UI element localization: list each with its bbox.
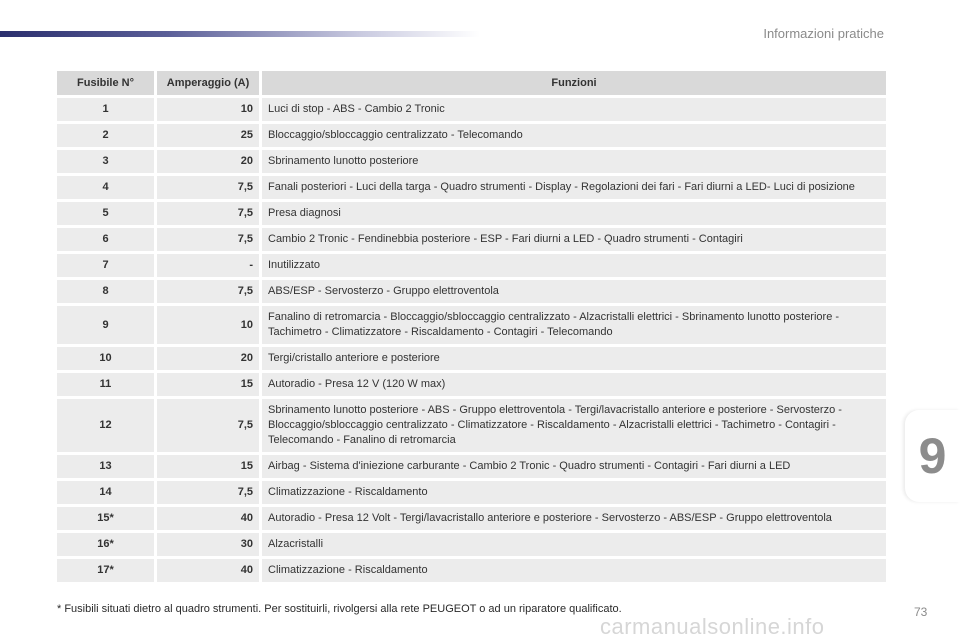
table-row [57, 98, 886, 121]
fuse-number-cell: 16* [57, 533, 157, 556]
amperage-cell: 20 [157, 150, 262, 173]
table-header-row [57, 71, 886, 95]
table-row [57, 306, 886, 344]
chapter-number: 9 [918, 428, 947, 484]
amperage-cell: 7,5 [157, 280, 262, 303]
fuse-number-cell: 4 [57, 176, 157, 199]
amperage-cell: 7,5 [157, 228, 262, 251]
functions-cell: Autoradio - Presa 12 Volt - Tergi/lavacristallo anteriore e posteriore - Servosterzo - ABS/ESP - Gruppo elettroventola [262, 507, 886, 530]
amperage-cell: 7,5 [157, 176, 262, 199]
fuse-number-cell: 3 [57, 150, 157, 173]
table-row [57, 455, 886, 478]
amperage-cell: 7,5 [157, 399, 262, 452]
fuse-number-cell: 13 [57, 455, 157, 478]
table-row [57, 228, 886, 251]
fuse-number-cell: 14 [57, 481, 157, 504]
table-row [57, 559, 886, 582]
amperage-cell: 40 [157, 507, 262, 530]
column-header-amperage: Amperaggio (A) [157, 71, 262, 95]
table-row [57, 533, 886, 556]
amperage-cell: 10 [157, 98, 262, 121]
table-row [57, 124, 886, 147]
column-header-functions: Funzioni [262, 71, 886, 95]
table-row [57, 399, 886, 452]
functions-cell: Cambio 2 Tronic - Fendinebbia posteriore - ESP - Fari diurni a LED - Quadro strumenti - Contagiri [262, 228, 886, 251]
fuse-number-cell: 5 [57, 202, 157, 225]
amperage-cell: - [157, 254, 262, 277]
functions-cell: Inutilizzato [262, 254, 886, 277]
functions-cell: Fanalino di retromarcia - Bloccaggio/sbloccaggio centralizzato - Alzacristalli elettrici - Sbrinamento lunotto posteriore - Tachimetro - Climatizzatore - Riscaldamento - Contagiri - Telecomando [262, 306, 886, 344]
amperage-cell: 10 [157, 306, 262, 344]
fuse-number-cell: 11 [57, 373, 157, 396]
amperage-cell: 30 [157, 533, 262, 556]
page-number: 73 [914, 605, 928, 619]
fuse-table [57, 68, 886, 585]
functions-cell: Bloccaggio/sbloccaggio centralizzato - Telecomando [262, 124, 886, 147]
table-row [57, 481, 886, 504]
fuse-number-cell: 1 [57, 98, 157, 121]
functions-cell: Sbrinamento lunotto posteriore - ABS - Gruppo elettroventola - Tergi/lavacristallo anteriore e posteriore - Servosterzo - Bloccaggio/sbloccaggio centralizzato - Climatizzatore - Riscaldamento - Alzacristalli elettrici - Tachimetro - Contagiri - Telecomando - Fanalino di retromarcia [262, 399, 886, 452]
functions-cell: Fanali posteriori - Luci della targa - Quadro strumenti - Display - Regolazioni dei fari - Fari diurni a LED- Luci di posizione [262, 176, 886, 199]
table-row [57, 347, 886, 370]
footnote: * Fusibili situati dietro al quadro strumenti. Per sostituirli, rivolgersi alla rete PEUGEOT o ad un riparatore qualificato. [57, 603, 622, 615]
fuse-number-cell: 17* [57, 559, 157, 582]
table-row [57, 254, 886, 277]
table-row [57, 507, 886, 530]
table-row [57, 176, 886, 199]
functions-cell: Airbag - Sistema d'iniezione carburante - Cambio 2 Tronic - Quadro strumenti - Contagiri - Fari diurni a LED [262, 455, 886, 478]
functions-cell: Presa diagnosi [262, 202, 886, 225]
fuse-number-cell: 10 [57, 347, 157, 370]
column-header-fuse-number: Fusibile N° [57, 71, 157, 95]
header-gradient-bar [0, 31, 480, 37]
fuse-number-cell: 2 [57, 124, 157, 147]
table-row [57, 202, 886, 225]
functions-cell: Autoradio - Presa 12 V (120 W max) [262, 373, 886, 396]
chapter-tab [905, 410, 960, 502]
watermark: carmanualsonline.info [600, 614, 825, 639]
fuse-number-cell: 6 [57, 228, 157, 251]
section-title: Informazioni pratiche [763, 26, 884, 41]
amperage-cell: 40 [157, 559, 262, 582]
amperage-cell: 15 [157, 373, 262, 396]
amperage-cell: 25 [157, 124, 262, 147]
amperage-cell: 15 [157, 455, 262, 478]
functions-cell: Luci di stop - ABS - Cambio 2 Tronic [262, 98, 886, 121]
fuse-number-cell: 15* [57, 507, 157, 530]
amperage-cell: 7,5 [157, 481, 262, 504]
functions-cell: Climatizzazione - Riscaldamento [262, 481, 886, 504]
amperage-cell: 20 [157, 347, 262, 370]
functions-cell: Sbrinamento lunotto posteriore [262, 150, 886, 173]
fuse-number-cell: 12 [57, 399, 157, 452]
fuse-number-cell: 7 [57, 254, 157, 277]
functions-cell: Climatizzazione - Riscaldamento [262, 559, 886, 582]
fuse-number-cell: 8 [57, 280, 157, 303]
fuse-number-cell: 9 [57, 306, 157, 344]
functions-cell: Tergi/cristallo anteriore e posteriore [262, 347, 886, 370]
functions-cell: ABS/ESP - Servosterzo - Gruppo elettroventola [262, 280, 886, 303]
table-row [57, 150, 886, 173]
table-row [57, 280, 886, 303]
table-row [57, 373, 886, 396]
amperage-cell: 7,5 [157, 202, 262, 225]
functions-cell: Alzacristalli [262, 533, 886, 556]
